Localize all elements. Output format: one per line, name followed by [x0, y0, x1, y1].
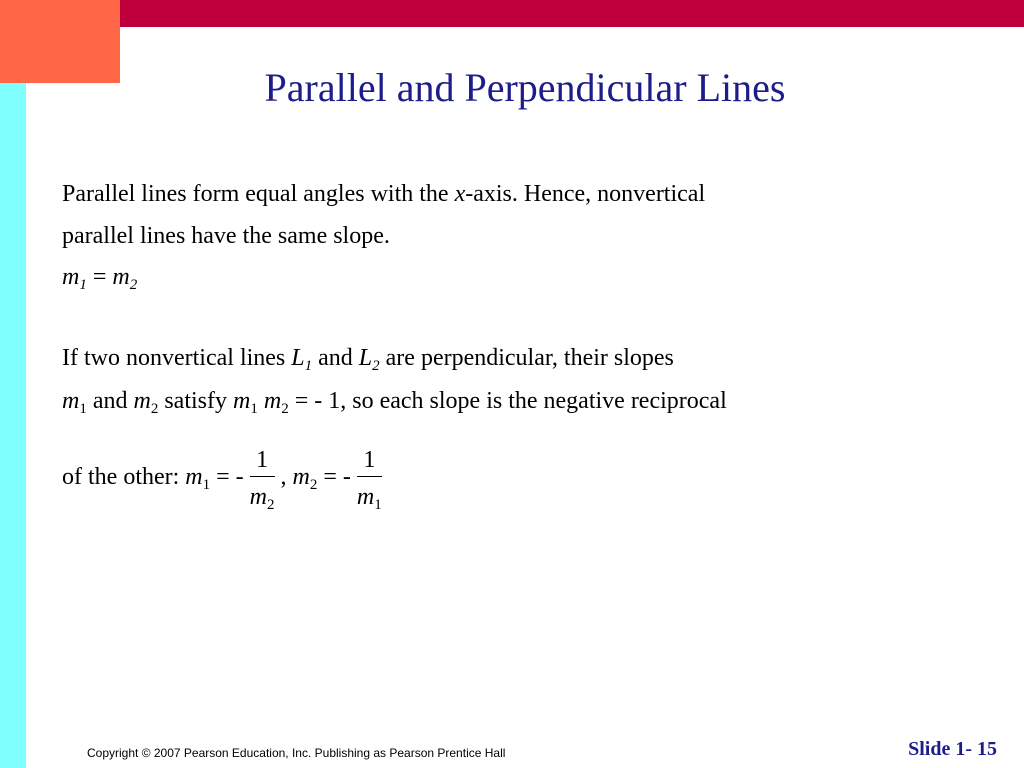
x-var: x [454, 181, 466, 207]
sub: 1 [79, 277, 87, 293]
sub: 2 [129, 277, 138, 293]
top-accent-bar [120, 0, 1024, 27]
copyright-footer: Copyright © 2007 Pearson Education, Inc. Publishing as Pearson Prentice Hall [87, 746, 506, 760]
sub: 2 [150, 401, 159, 417]
numerator: 1 [357, 448, 382, 477]
m-var: m [133, 388, 151, 414]
text: If two nonvertical lines [62, 345, 292, 371]
L-var: L [358, 345, 373, 371]
para2-line2 [62, 388, 727, 417]
sub: 1 [202, 477, 211, 494]
reciprocal-fraction-2 [356, 447, 382, 513]
sub: 1 [304, 358, 313, 374]
denominator [356, 477, 382, 513]
reciprocal-fraction-1 [249, 447, 275, 513]
denominator [249, 477, 275, 513]
slide-title: Parallel and Perpendicular Lines [264, 65, 786, 110]
text: = - [317, 464, 357, 491]
text: so each slope is the negative reciprocal [346, 388, 727, 414]
sub: 2 [372, 358, 380, 374]
para2-line3 [62, 447, 382, 513]
sub: 2 [267, 497, 275, 513]
text: , [274, 464, 293, 491]
text: are perpendicular, their slopes [379, 345, 674, 371]
text: satisfy [158, 388, 234, 414]
text: = - [210, 464, 250, 491]
sub: 2 [281, 401, 289, 417]
equation: = - 1, [288, 388, 347, 414]
m-var: m [263, 388, 282, 414]
m-var: m [62, 388, 80, 414]
m-var: m [112, 264, 130, 290]
text: -axis. Hence, nonvertical [465, 181, 706, 207]
text: and [312, 345, 359, 371]
para2-line1 [62, 345, 674, 374]
side-accent-bar [0, 83, 26, 768]
para1-line2: parallel lines have the same slope. [62, 223, 390, 249]
m-var: m [185, 464, 203, 491]
numerator: 1 [250, 448, 275, 477]
m-var: m [62, 264, 80, 290]
equals: = [86, 264, 113, 290]
sub: 1 [250, 401, 258, 417]
sub: 2 [309, 477, 318, 494]
sub: 1 [79, 401, 87, 417]
m-var: m [356, 484, 375, 510]
slide-number: Slide 1- 15 [908, 738, 997, 760]
m-var: m [233, 388, 251, 414]
parallel-slope-equation [62, 264, 138, 293]
L-var: L [291, 345, 305, 371]
text: of the other: [62, 464, 186, 491]
text: Parallel lines form equal angles with the [62, 181, 455, 207]
para1-line1 [62, 182, 705, 206]
sub: 1 [374, 497, 382, 513]
text: and [86, 388, 134, 414]
m-var: m [292, 464, 310, 491]
m-var: m [249, 484, 268, 510]
